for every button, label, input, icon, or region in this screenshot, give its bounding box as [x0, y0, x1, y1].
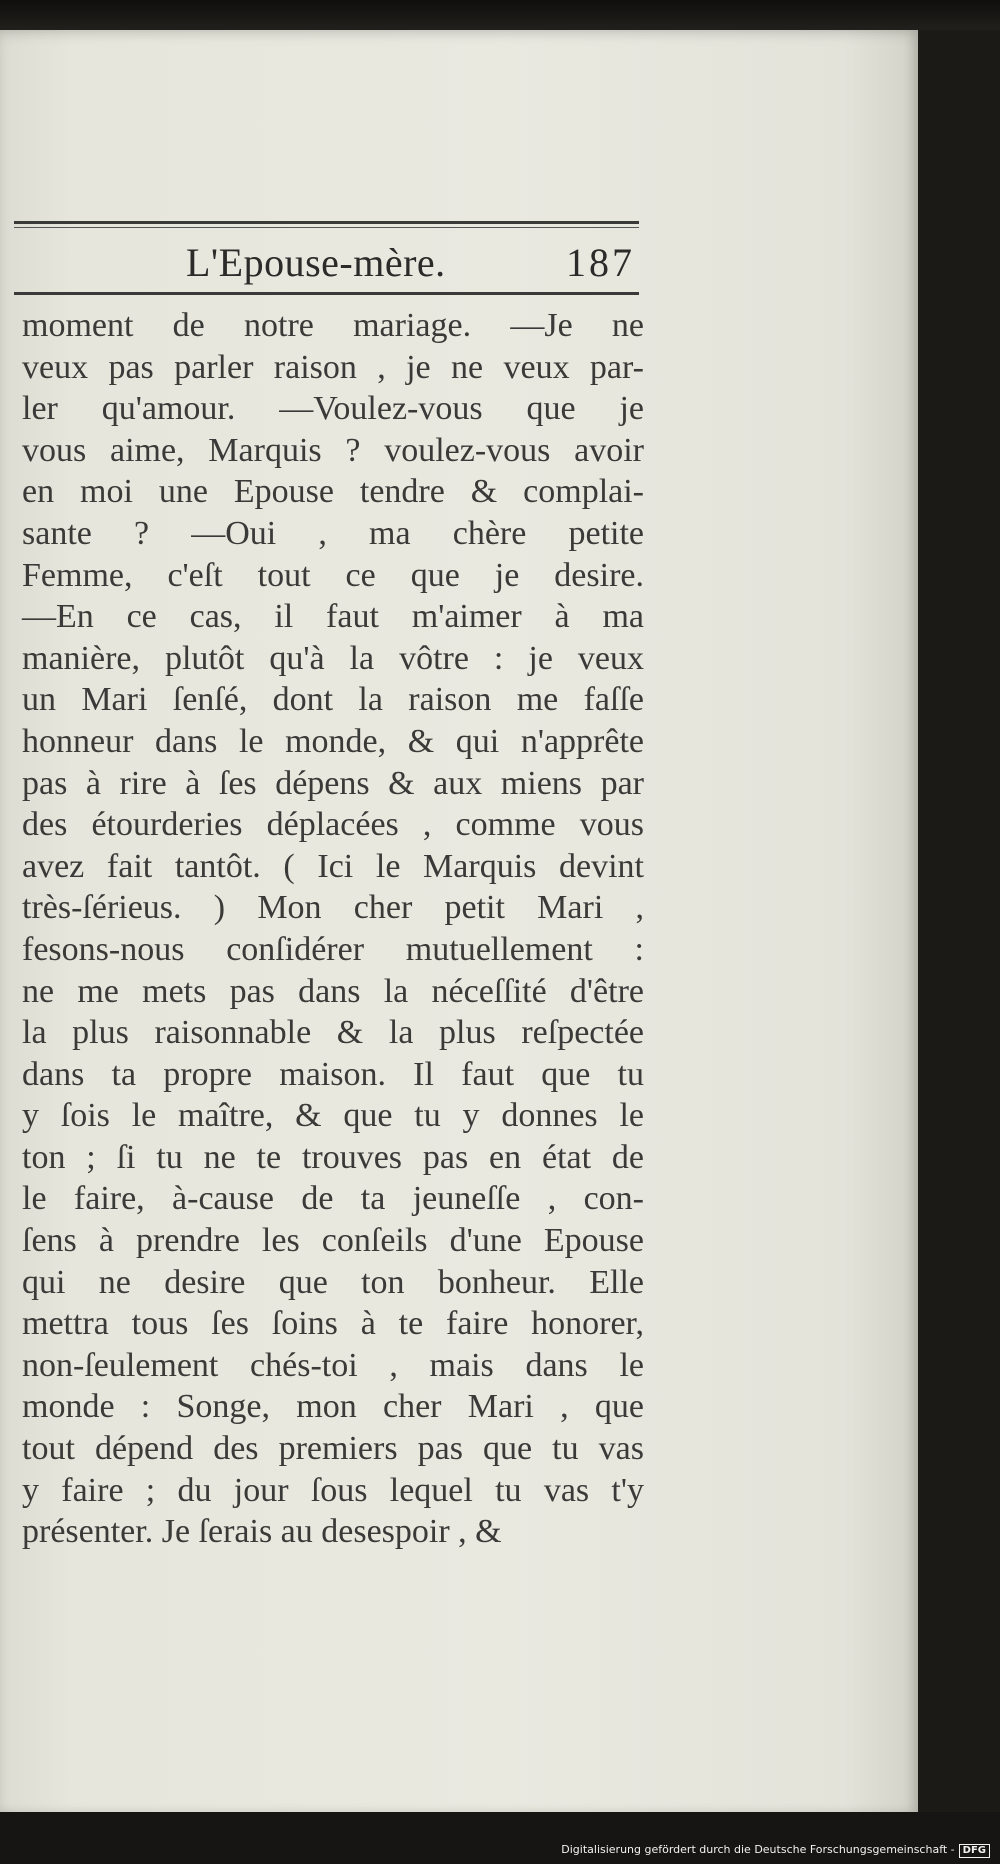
text-line: avez fait tantôt. ( Ici le Marquis devint [22, 847, 644, 885]
text-line: manière, plutôt qu'à la vôtre : je veux [22, 639, 644, 677]
text-line: ſens à prendre les conſeils d'une Epouse [22, 1222, 644, 1260]
text-line: fesons-nous conſidérer mutuellement : [22, 930, 644, 968]
text-line: pas à rire à ſes dépens & aux miens par [22, 764, 644, 802]
header-rule-bottom [14, 292, 639, 295]
text-line: monde : Songe, mon cher Mari , que [22, 1388, 644, 1426]
text-line: mettra tous ſes ſoins à te faire honorer, [22, 1305, 644, 1343]
running-title: L'Epouse-mère. [186, 240, 446, 285]
text-line: qui ne desire que ton bonheur. Elle [22, 1263, 644, 1301]
text-line: non-ſeulement chés-toi , mais dans le [22, 1346, 644, 1384]
text-line: un Mari ſenſé, dont la raison me faſſe [22, 681, 644, 719]
book-page [0, 30, 918, 1812]
text-line: ton ; ſi tu ne te trouves pas en état de [22, 1138, 644, 1176]
text-line: y faire ; du jour ſous lequel tu vas t'y [22, 1471, 644, 1509]
credit-text: Digitalisierung gefördert durch die Deutsche Forschungsgemeinschaft - [561, 1843, 955, 1856]
text-line: la plus raisonnable & la plus reſpectée [22, 1014, 644, 1052]
text-line: Femme, c'eſt tout ce que je desire. [22, 556, 644, 594]
dfg-logo: DFG [959, 1844, 990, 1858]
text-line: en moi une Epouse tendre & complai- [22, 473, 644, 511]
text-line: moment de notre mariage. —Je ne [22, 307, 644, 344]
text-line: très-ſérieus. ) Mon cher petit Mari , [22, 889, 644, 927]
text-line: y ſois le maître, & que tu y donnes le [22, 1097, 644, 1135]
scan-border-top [0, 0, 1000, 30]
running-header [14, 233, 639, 289]
text-line: le faire, à-cause de ta jeuneſſe , con- [22, 1180, 644, 1218]
text-line: honneur dans le monde, & qui n'apprête [22, 722, 644, 760]
page-number: 187 [566, 240, 635, 285]
text-line: ne me mets pas dans la néceſſité d'être [22, 972, 644, 1010]
body-text [22, 305, 644, 1553]
text-line: ler qu'amour. —Voulez-vous que je [22, 390, 644, 428]
header-rule-top [14, 221, 639, 224]
text-line: présenter. Je ſerais au desespoir , & [22, 1513, 502, 1551]
text-line: veux pas parler raison , je ne veux par- [22, 348, 644, 386]
header-rule-top-thin [14, 227, 639, 228]
text-line: —En ce cas, il faut m'aimer à ma [22, 598, 644, 636]
scan-border-bottom [0, 1812, 1000, 1864]
digitization-credit [561, 1843, 990, 1858]
text-line: des étourderies déplacées , comme vous [22, 806, 644, 844]
text-line: dans ta propre maison. Il faut que tu [22, 1055, 644, 1093]
text-line: sante ? —Oui , ma chère petite [22, 514, 644, 552]
text-line: vous aime, Marquis ? voulez-vous avoir [22, 431, 644, 469]
text-line: tout dépend des premiers pas que tu vas [22, 1430, 644, 1468]
